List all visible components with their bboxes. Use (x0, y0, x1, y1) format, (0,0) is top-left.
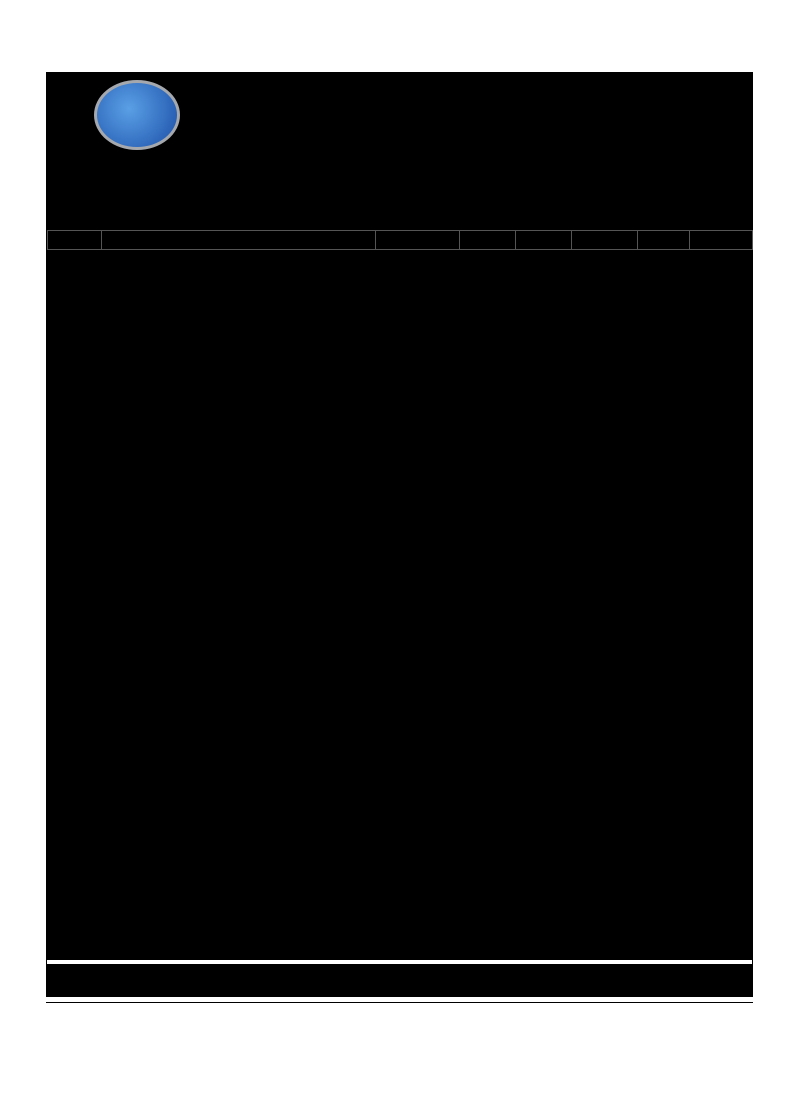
col-route (102, 231, 376, 250)
notes-section (47, 960, 752, 964)
col-economy (460, 231, 516, 250)
price-table (47, 230, 753, 250)
col-luxury (572, 231, 638, 250)
promise-bar (46, 977, 753, 997)
col-child (638, 231, 690, 250)
col-region (48, 231, 102, 250)
table-header-row (48, 231, 753, 250)
col-premium (516, 231, 572, 250)
col-transport (376, 231, 460, 250)
logo-emblem (94, 80, 180, 150)
table-subtitle (46, 206, 753, 228)
footer (732, 1005, 740, 1021)
footer-rule (46, 1002, 753, 1003)
header (46, 72, 753, 206)
advert-frame (46, 72, 753, 997)
col-meals (690, 231, 753, 250)
